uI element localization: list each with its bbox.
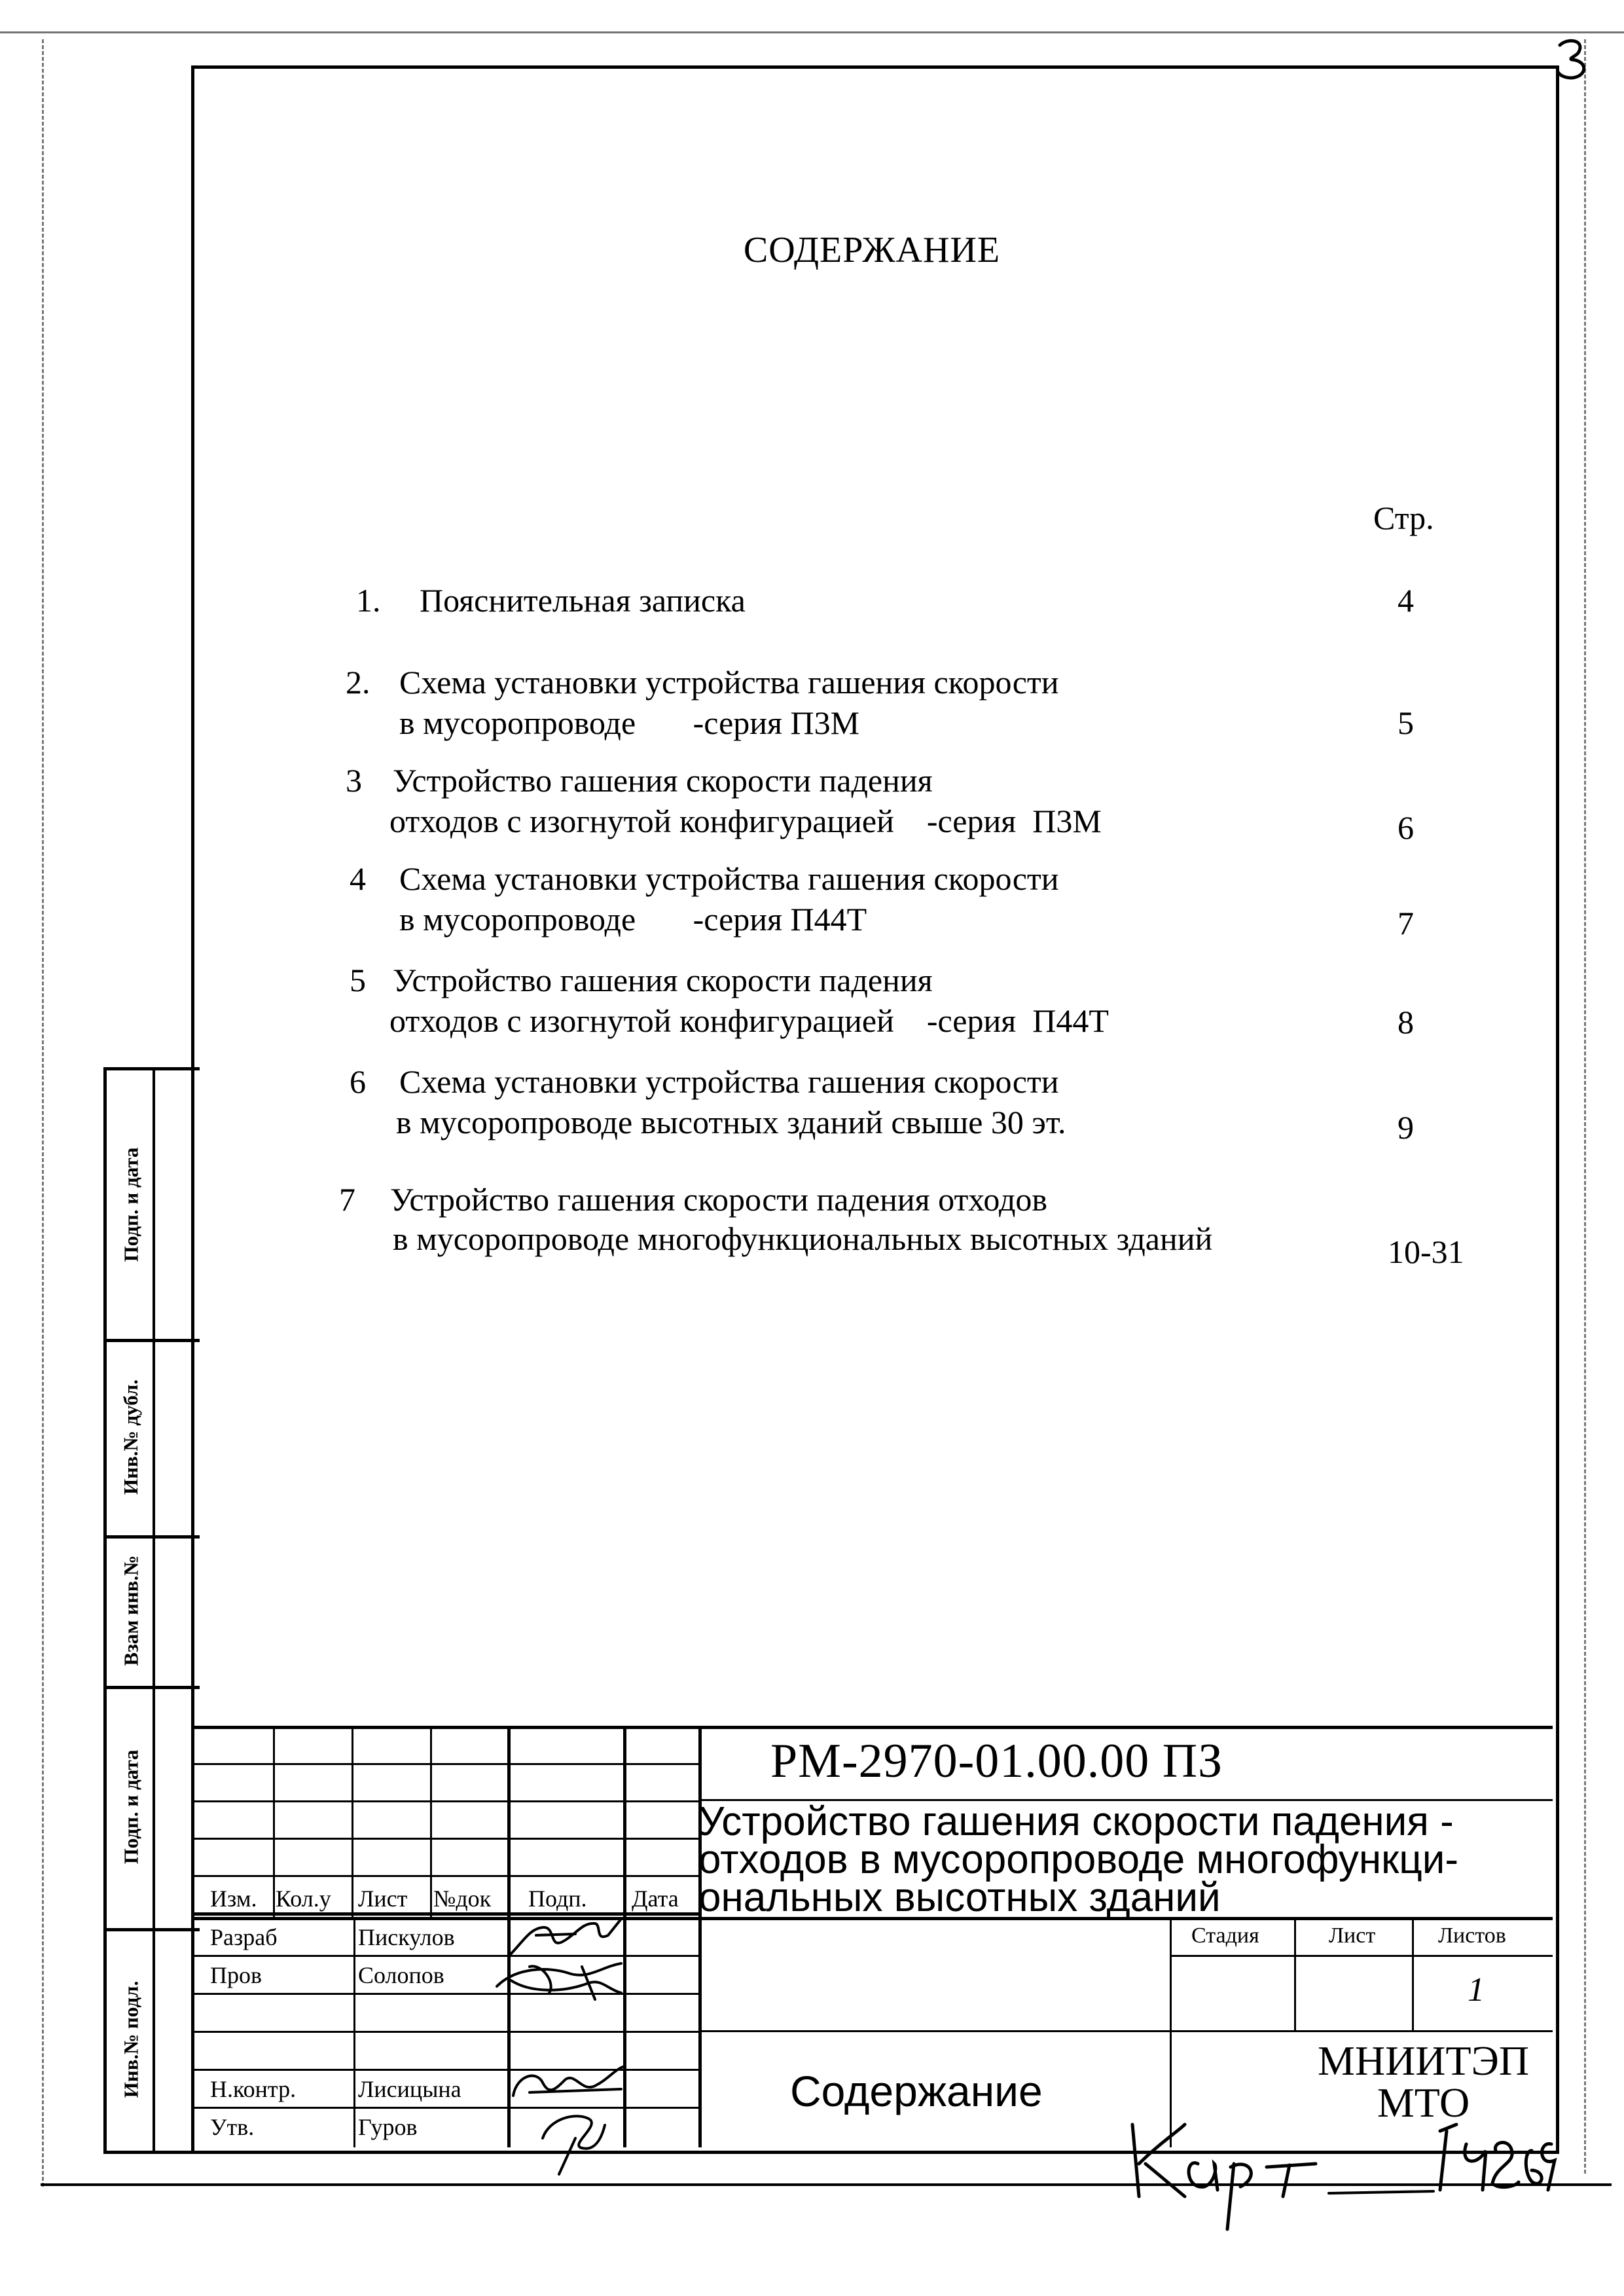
- toc-title: Схема установки устройства гашения скорости: [399, 860, 1059, 897]
- title-block: [194, 1726, 1553, 2147]
- side-label-replace-inv: Взам инв.№: [119, 1555, 142, 1666]
- toc-title: Схема установки устройства гашения скорости: [399, 664, 1059, 701]
- page-column-header: Стр.: [1373, 500, 1434, 536]
- toc-page: 10-31: [1388, 1233, 1464, 1270]
- col-header-sheet: Лист: [358, 1886, 408, 1912]
- toc-page: 7: [1398, 905, 1414, 941]
- col-header-signature: Подп.: [528, 1886, 587, 1912]
- toc-title: Пояснительная записка: [420, 582, 746, 619]
- page-top-line: [0, 31, 1624, 33]
- document-designation: РМ-2970-01.00.00 ПЗ: [770, 1734, 1223, 1788]
- handwritten-sheet-number: [1555, 36, 1594, 82]
- col-header-date: Дата: [632, 1886, 679, 1912]
- document-subject: [698, 1799, 1553, 1920]
- col-header-count: Кол.у: [276, 1886, 331, 1912]
- toc-title-continued: отходов с изогнутой конфигурацией -серия П44Т: [389, 1002, 1109, 1039]
- signature-approver: [530, 2099, 628, 2178]
- toc-title-continued: в мусоропроводе многофункциональных высотных зданий: [393, 1220, 1213, 1257]
- toc-number: 1.: [356, 582, 381, 619]
- signature-checker: [490, 1954, 634, 2006]
- toc-title: Схема установки устройства гашения скорости: [399, 1063, 1059, 1100]
- toc-page: 8: [1398, 1004, 1414, 1040]
- toc-page: 9: [1398, 1109, 1414, 1146]
- toc-title-continued: в мусоропроводе высотных зданий свыше 30 эт.: [396, 1104, 1066, 1140]
- organization-division: МТО: [1377, 2079, 1470, 2126]
- name-approver: Гуров: [358, 2114, 418, 2140]
- role-norm-control: Н.контр.: [210, 2076, 297, 2102]
- sheets-label: Листов: [1438, 1923, 1506, 1948]
- role-checker: Пров: [210, 1962, 262, 1988]
- page-right-line: [1584, 39, 1586, 2174]
- role-approver: Утв.: [210, 2114, 255, 2140]
- toc-title: Устройство гашения скорости падения: [393, 762, 933, 799]
- col-header-change: Изм.: [210, 1886, 257, 1912]
- role-developer: Разраб: [210, 1924, 278, 1950]
- side-label-signature-date-2: Подп. и дата: [119, 1749, 143, 1865]
- name-checker: Солопов: [358, 1962, 444, 1988]
- sheets-value: 1: [1468, 1971, 1485, 2009]
- page-left-line: [42, 39, 44, 2187]
- toc-title: Устройство гашения скорости падения отходов: [390, 1181, 1048, 1218]
- contents-title: СОДЕРЖАНИЕ: [743, 230, 1001, 270]
- toc-page: 5: [1398, 704, 1414, 741]
- toc-page: 4: [1398, 582, 1414, 619]
- name-norm-control: Лисицына: [358, 2076, 461, 2102]
- name-developer: Пискулов: [358, 1924, 455, 1950]
- toc-title: Устройство гашения скорости падения: [393, 962, 933, 998]
- left-margin-stamp: [103, 1067, 200, 2154]
- toc-number: 6: [350, 1063, 366, 1100]
- sheet-label: Лист: [1329, 1923, 1376, 1948]
- toc-title-continued: отходов с изогнутой конфигурацией -серия П3М: [389, 803, 1102, 839]
- subject-line: ональных высотных зданий: [698, 1875, 1221, 1920]
- side-label-duplicate-inv: Инв.№ дубл.: [119, 1379, 143, 1495]
- stage-label: Стадия: [1191, 1923, 1259, 1948]
- side-label-signature-date: Подп. и дата: [119, 1147, 143, 1262]
- subject-line: отходов в мусоропроводе многофункци-: [698, 1837, 1459, 1882]
- toc-number: 3: [346, 762, 362, 799]
- side-label-original-inv: Инв.№ подл.: [119, 1980, 143, 2098]
- toc-title-continued: в мусоропроводе -серия П3М: [399, 704, 860, 741]
- toc-number: 7: [339, 1181, 355, 1218]
- col-header-doc-no: №док: [433, 1886, 492, 1912]
- organization-name: МНИИТЭП: [1317, 2037, 1530, 2084]
- toc-title-continued: в мусоропроводе -серия П44Т: [399, 901, 867, 938]
- handwritten-archive-note: [1119, 2105, 1564, 2236]
- toc-number: 2.: [346, 664, 370, 701]
- subject-line: Устройство гашения скорости падения -: [698, 1799, 1454, 1844]
- toc-number: 4: [350, 860, 366, 897]
- toc-number: 5: [350, 962, 366, 998]
- sheet-title: Содержание: [790, 2067, 1043, 2115]
- toc-page: 6: [1398, 809, 1414, 846]
